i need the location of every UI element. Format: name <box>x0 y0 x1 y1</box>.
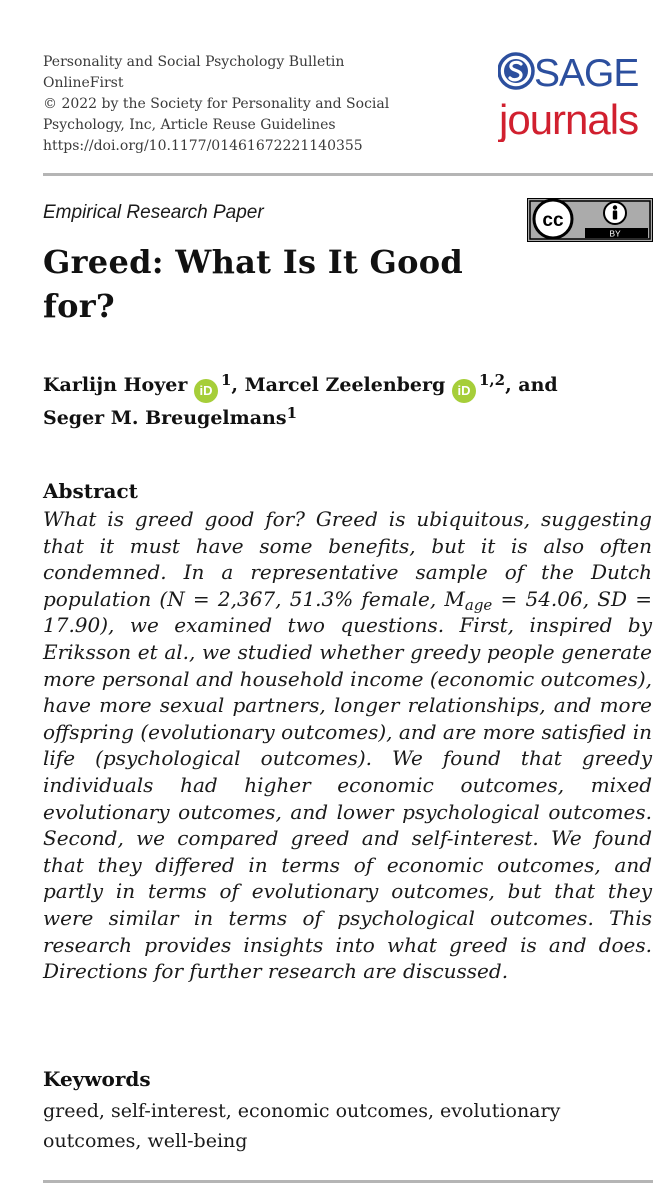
license-by-label: BY <box>609 228 621 239</box>
abstract-text <box>43 506 652 985</box>
sage-s-icon <box>499 54 533 88</box>
journal-name: Personality and Social Psychology Bulletin <box>43 54 345 70</box>
article-type: Empirical Research Paper <box>43 202 264 223</box>
abstract-part-1: What is greed good for? Greed is ubiquitous, suggesting that it must have some benefits, but it is also often condemned. In a representative sample of the Dutch population (N = 2,367, 51.3% female, M <box>43 507 652 611</box>
sage-journals-logo <box>498 50 658 142</box>
article-title <box>43 240 473 328</box>
author-affiliation: 1 <box>286 404 297 422</box>
copyright-line-2[interactable]: Psychology, Inc, Article Reuse Guidelines <box>43 117 336 133</box>
keywords-text: greed, self-interest, economic outcomes, evolutionary outcomes, well-being <box>43 1100 561 1152</box>
author-name[interactable]: Marcel Zeelenberg <box>244 374 446 396</box>
author-name[interactable]: Karlijn Hoyer <box>43 374 188 396</box>
author-list <box>43 370 653 433</box>
author-affiliation: 1 <box>220 371 232 389</box>
orcid-icon[interactable]: iD <box>194 379 218 403</box>
keywords-heading: Keywords <box>43 1067 151 1091</box>
cc-icon <box>534 200 572 238</box>
journal-info <box>43 52 389 157</box>
title-line-1: Greed: What Is It Good <box>43 243 464 281</box>
abstract-subscript: age <box>464 595 493 614</box>
abstract-part-2: = 54.06, SD = 17.90), we examined two questions. First, inspired by Eriksson et al., we studied whether greedy people generate more personal and household income (economic outcomes), have more sexual partners, longer relationships, and more offspring (evolutionary outcomes), and are more satisfied in life (psychological outcomes). We found that greedy individuals had higher economic outcomes, mixed evolutionary outcomes, and lower psychological outcomes. Second, we compared greed and self-interest. We found that they differed in terms of economic outcomes, and partly in terms of evolutionary outcomes, but that they were similar in terms of psychological outcomes. This research provides insights into what greed is and does. Directions for further research are discussed. <box>43 586 652 984</box>
header-divider <box>43 173 653 176</box>
journals-logo-text: journals <box>499 96 639 142</box>
author-name[interactable]: Seger M. Breugelmans <box>43 407 287 429</box>
copyright-line-1: © 2022 by the Society for Personality and Social <box>43 96 390 112</box>
doi-link[interactable]: https://doi.org/10.1177/01461672221140355 <box>43 138 363 154</box>
author-affiliation: 1,2 <box>478 371 506 389</box>
abstract-heading: Abstract <box>43 479 138 503</box>
author-separator: , and <box>505 374 558 396</box>
footer-divider <box>43 1180 653 1183</box>
title-line-2: for? <box>43 287 115 325</box>
cc-by-license-badge[interactable] <box>527 198 653 242</box>
svg-text:cc: cc <box>542 210 564 231</box>
orcid-icon[interactable]: iD <box>452 379 476 403</box>
journal-issue: OnlineFirst <box>43 75 124 91</box>
sage-logo-text: SAGE <box>534 52 639 95</box>
by-person-icon <box>604 202 626 224</box>
author-separator: , <box>231 374 245 396</box>
